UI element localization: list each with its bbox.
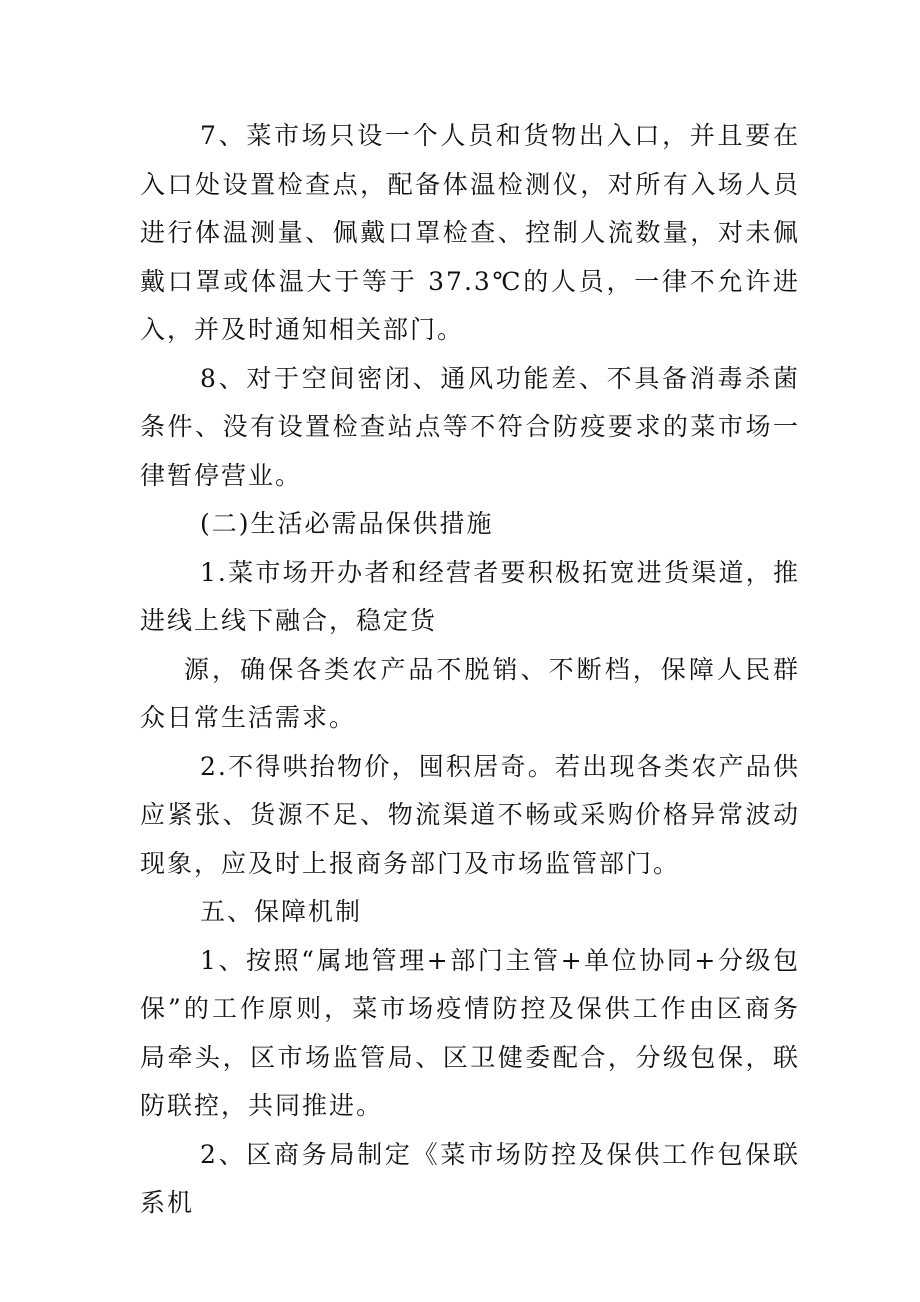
document-body (140, 112, 800, 1228)
paragraph-supply-1-continued: 源，确保各类农产品不脱销、不断档，保障人民群众日常生活需求。 (140, 654, 800, 732)
paragraph-supply-2: 2.不得哄抬物价，囤积居奇。若出现各类农产品供应紧张、货源不足、物流渠道不畅或采购价格异常波动现象，应及时上报商务部门及市场监管部门。 (140, 751, 800, 878)
paragraph-supply-1: 1.菜市场开办者和经营者要积极拓宽进货渠道，推进线上线下融合，稳定货 (140, 557, 800, 635)
paragraph-mechanism-2: 2、区商务局制定《菜市场防控及保供工作包保联系机 (140, 1139, 800, 1217)
paragraph-item-8: 8、对于空间密闭、通风功能差、不具备消毒杀菌条件、没有设置检查站点等不符合防疫要求的菜市场一律暂停营业。 (140, 363, 800, 490)
paragraph-item-7: 7、菜市场只设一个人员和货物出入口，并且要在入口处设置检查点，配备体温检测仪，对所有入场人员进行体温测量、佩戴口罩检查、控制人流数量，对未佩戴口罩或体温大于等于 37.3℃的人员，一律不允许进入，并及时通知相关部门。 (140, 121, 800, 344)
section-heading-mechanism: 五、保障机制 (200, 897, 363, 926)
section-heading-supplies: (二)生活必需品保供措施 (200, 509, 494, 538)
paragraph-mechanism-1: 1、按照“属地管理+部门主管+单位协同+分级包保”的工作原则，菜市场疫情防控及保供工作由区商务局牵头，区市场监管局、区卫健委配合，分级包保，联防联控，共同推进。 (140, 945, 800, 1120)
